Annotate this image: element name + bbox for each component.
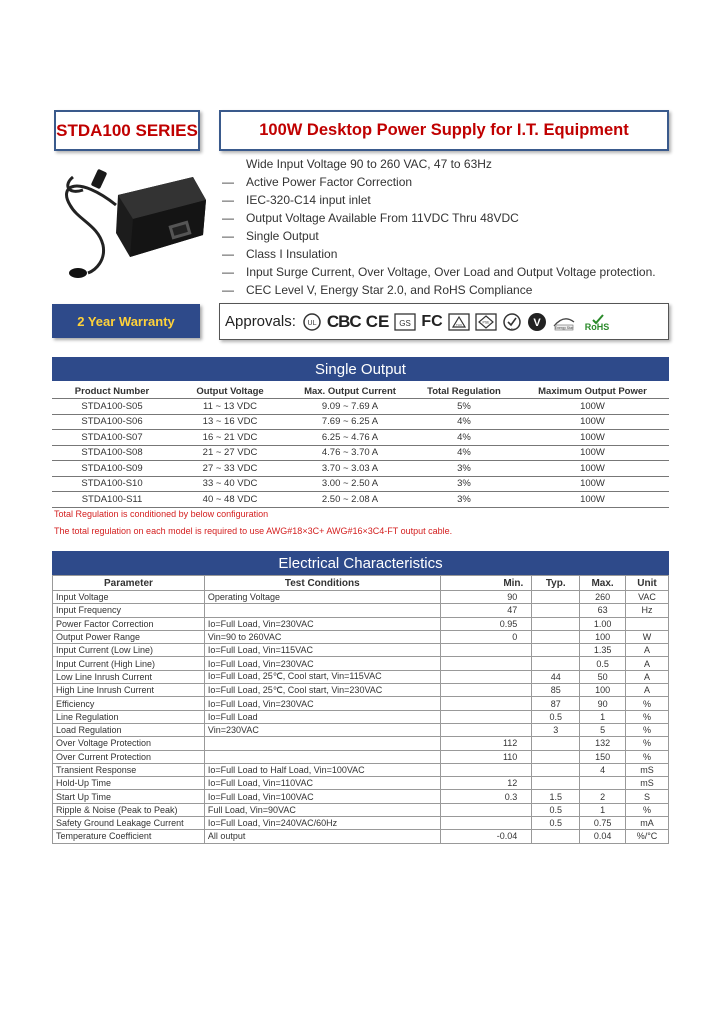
table-cell: 0.04 (580, 830, 626, 843)
product-subtitle (219, 110, 669, 151)
table-cell: 150 (580, 750, 626, 763)
feature-item (222, 191, 656, 209)
table-cell (440, 710, 532, 723)
table-cell (440, 817, 532, 830)
table-cell (532, 657, 580, 670)
table-cell: mA (626, 817, 669, 830)
column-header: Test Conditions (204, 576, 440, 591)
table-cell: 3 (532, 723, 580, 736)
table-cell (532, 750, 580, 763)
table-cell: 0.5 (580, 657, 626, 670)
table-cell (532, 617, 580, 630)
table-cell: Input Frequency (53, 604, 205, 617)
table-cell: 110 (440, 750, 532, 763)
table-cell: 90 (440, 591, 532, 604)
table-cell: STDA100-S05 (81, 400, 143, 412)
table-cell: Vin=230VAC (204, 723, 440, 736)
v-mark-text: V (533, 316, 541, 329)
table-cell (440, 723, 532, 736)
table-cell: STDA100-S06 (81, 416, 143, 428)
table-cell: 0.5 (532, 803, 580, 816)
column-header: Unit (626, 576, 669, 591)
table-cell: % (626, 723, 669, 736)
table-cell (532, 830, 580, 843)
table-cell: Start Up Time (53, 790, 205, 803)
feature-text: CEC Level V, Energy Star 2.0, and RoHS Compliance (246, 283, 533, 297)
table-cell (626, 617, 669, 630)
table-cell: Io=Full Load, Vin=230VAC (204, 697, 440, 710)
table-row (52, 430, 669, 446)
table-cell (440, 684, 532, 697)
table-cell: Io=Full Load, Vin=115VAC (204, 644, 440, 657)
table-cell: Low Line Inrush Current (53, 670, 205, 683)
table-cell: Transient Response (53, 763, 205, 776)
table-cell: 1 (580, 803, 626, 816)
single-output-table (52, 384, 669, 508)
fcc-mark-icon: FC (421, 312, 443, 330)
table-row (53, 817, 669, 830)
cbc-mark-icon: CBC (326, 311, 361, 331)
energy-star-text: Energy Star (554, 325, 573, 330)
table-cell: Hz (626, 604, 669, 617)
rohs-mark-text: RoHS (584, 321, 609, 332)
ul-mark-text: UL (307, 319, 317, 327)
table-cell: Line Regulation (53, 710, 205, 723)
table-row (53, 604, 669, 617)
table-cell: 11 ~ 13 VDC (203, 400, 257, 412)
table-cell: 100W (580, 478, 605, 490)
table-cell (532, 591, 580, 604)
electrical-table (52, 575, 669, 844)
table-cell: 21 ~ 27 VDC (202, 447, 258, 459)
table-cell: Input Current (Low Line) (53, 644, 205, 657)
table-cell: 1.5 (532, 790, 580, 803)
table-header-row (53, 576, 669, 591)
table-row (53, 591, 669, 604)
table-cell (440, 670, 532, 683)
feature-text: Active Power Factor Correction (246, 175, 413, 189)
table-cell: A (626, 644, 669, 657)
table-cell: 4.76 ~ 3.70 A (321, 447, 379, 459)
table-cell: Io=Full Load (204, 710, 440, 723)
table-cell: 5% (457, 400, 471, 412)
table-cell: S (626, 790, 669, 803)
table-cell: 0 (440, 630, 532, 643)
table-cell: Output Power Range (53, 630, 205, 643)
table-cell: 5 (580, 723, 626, 736)
table-cell: 132 (580, 737, 626, 750)
table-cell: 33 ~ 40 VDC (202, 478, 258, 490)
table-cell: 1.35 (580, 644, 626, 657)
table-cell (440, 697, 532, 710)
energy-star-icon (552, 312, 576, 332)
table-cell: mS (626, 777, 669, 790)
column-header: Max. Output Current (304, 385, 396, 397)
table-cell: Io=Full Load, Vin=240VAC/60Hz (204, 817, 440, 830)
table-cell: 1.00 (580, 617, 626, 630)
approvals-box (219, 303, 669, 340)
table-cell (204, 604, 440, 617)
table-row (52, 445, 669, 461)
table-cell: Full Load, Vin=90VAC (204, 803, 440, 816)
table-cell: 13 ~ 16 VDC (202, 416, 258, 428)
feature-item (222, 245, 656, 263)
table-cell: 100 (580, 630, 626, 643)
gs-mark-text: GS (399, 318, 412, 328)
feature-dash: — (222, 247, 234, 261)
table-cell: 4% (457, 447, 471, 459)
feature-item (222, 155, 656, 173)
column-header: Parameter (53, 576, 205, 591)
table-cell: 85 (532, 684, 580, 697)
table-row (52, 414, 669, 430)
table-cell: 47 (440, 604, 532, 617)
table-cell: Over Voltage Protection (53, 737, 205, 750)
table-cell: STDA100-S07 (81, 431, 143, 443)
table-cell: 100W (580, 416, 605, 428)
table-cell (532, 737, 580, 750)
feature-list (222, 155, 656, 299)
table-cell: 3% (457, 478, 471, 490)
table-cell: 40 ~ 48 VDC (202, 493, 258, 505)
single-output-title: Single Output (315, 360, 406, 378)
table-cell: Operating Voltage (204, 591, 440, 604)
feature-item (222, 209, 656, 227)
table-cell: Vin=90 to 260VAC (204, 630, 440, 643)
ctick-mark-text: C-Tick (508, 327, 516, 331)
series-title-text: STDA100 SERIES (56, 120, 198, 140)
table-cell: 12 (440, 777, 532, 790)
table-cell: Io=Full Load, 25℃, Cool start, Vin=115VAC (204, 670, 440, 683)
table-cell: Over Current Protection (53, 750, 205, 763)
feature-item (222, 173, 656, 191)
feature-item (222, 263, 656, 281)
table-cell: High Line Inrush Current (53, 684, 205, 697)
table-cell: %/°C (626, 830, 669, 843)
table-cell: 100 (580, 684, 626, 697)
electrical-title: Electrical Characteristics (278, 554, 443, 572)
table-cell (532, 763, 580, 776)
table-row (53, 723, 669, 736)
table-cell: 100W (580, 462, 605, 474)
column-header: Output Voltage (196, 385, 264, 397)
feature-dash: — (222, 229, 234, 243)
series-title (54, 110, 200, 151)
table-cell: 2 (580, 790, 626, 803)
column-header: Maximum Output Power (538, 385, 647, 397)
table-cell (204, 750, 440, 763)
table-row (53, 737, 669, 750)
feature-text: Class I Insulation (246, 247, 338, 261)
pse-mark-text: PSE (482, 320, 490, 324)
table-row (53, 803, 669, 816)
table-row (53, 644, 669, 657)
ctick-mark-icon (502, 312, 522, 332)
table-cell (440, 763, 532, 776)
feature-dash: — (222, 193, 234, 207)
table-cell: 87 (532, 697, 580, 710)
table-cell: 2.50 ~ 2.08 A (321, 493, 379, 505)
table-header-row (52, 384, 669, 399)
pse-mark-icon (475, 313, 497, 331)
table-row (53, 630, 669, 643)
single-output-header (52, 357, 669, 381)
table-cell: A (626, 657, 669, 670)
table-cell: 0.95 (440, 617, 532, 630)
gs-mark-icon (394, 313, 416, 331)
table-cell: A (626, 670, 669, 683)
table-row (53, 697, 669, 710)
table-row (52, 461, 669, 477)
table-cell: Efficiency (53, 697, 205, 710)
column-header: Min. (440, 576, 532, 591)
table-cell: Io=Full Load, Vin=230VAC (204, 657, 440, 670)
feature-item (222, 281, 656, 299)
table-cell: 16 ~ 21 VDC (202, 431, 258, 443)
column-header: Product Number (74, 385, 150, 397)
table-row (53, 830, 669, 843)
table-row (53, 710, 669, 723)
table-cell: 1 (580, 710, 626, 723)
table-cell (204, 737, 440, 750)
table-cell: W (626, 630, 669, 643)
feature-text: Input Surge Current, Over Voltage, Over Load and Output Voltage protection. (246, 265, 656, 279)
table-cell: STDA100-S10 (81, 478, 143, 490)
table-cell: Power Factor Correction (53, 617, 205, 630)
table-cell (440, 644, 532, 657)
feature-dash: — (222, 211, 234, 225)
table-cell: 50 (580, 670, 626, 683)
table-cell: 112 (440, 737, 532, 750)
table-cell: Io=Full Load, Vin=110VAC (204, 777, 440, 790)
rohs-mark-icon (581, 312, 613, 332)
table-row (53, 777, 669, 790)
table-cell: 100W (580, 400, 605, 412)
table-cell: 4% (457, 431, 471, 443)
table-cell: Temperature Coefficient (53, 830, 205, 843)
table-cell: 0.5 (532, 710, 580, 723)
table-row (52, 476, 669, 492)
table-cell: Io=Full Load, 25℃, Cool start, Vin=230VAC (204, 684, 440, 697)
table-row (53, 657, 669, 670)
table-cell: 100W (580, 493, 605, 505)
table-cell (580, 777, 626, 790)
table-cell: 0.3 (440, 790, 532, 803)
tuv-mark-icon (448, 313, 470, 331)
tuv-mark-text: TUV (455, 322, 462, 327)
feature-text: Output Voltage Available From 11VDC Thru 48VDC (246, 211, 519, 225)
table-row (52, 399, 669, 415)
column-header: Typ. (532, 576, 580, 591)
table-cell: Load Regulation (53, 723, 205, 736)
feature-text: IEC-320-C14 input inlet (246, 193, 371, 207)
table-cell: Io=Full Load, Vin=100VAC (204, 790, 440, 803)
table-cell (440, 803, 532, 816)
table-row (53, 670, 669, 683)
table-cell: Safety Ground Leakage Current (53, 817, 205, 830)
table-row (53, 684, 669, 697)
table-cell: 3.00 ~ 2.50 A (321, 478, 379, 490)
table-cell: 4 (580, 763, 626, 776)
ul-mark-icon (302, 312, 322, 332)
approval-marks (302, 312, 613, 332)
feature-text: Single Output (246, 229, 319, 243)
table-row (53, 617, 669, 630)
table-cell: STDA100-S11 (81, 493, 143, 505)
table-cell: STDA100-S09 (81, 462, 143, 474)
table-cell (532, 777, 580, 790)
table-cell: A (626, 684, 669, 697)
v-mark-icon (527, 312, 547, 332)
table-cell: 260 (580, 591, 626, 604)
column-header: Max. (580, 576, 626, 591)
table-cell: 9.09 ~ 7.69 A (321, 400, 379, 412)
warranty-text: 2 Year Warranty (77, 313, 175, 329)
table-row (53, 763, 669, 776)
approvals-label: Approvals: (225, 313, 296, 330)
table-cell: Input Current (High Line) (53, 657, 205, 670)
table-cell: 7.69 ~ 6.25 A (321, 416, 379, 428)
table-cell: 44 (532, 670, 580, 683)
table-cell: 100W (580, 447, 605, 459)
table-cell: Ripple & Noise (Peak to Peak) (53, 803, 205, 816)
table-cell: -0.04 (440, 830, 532, 843)
table-cell: mS (626, 763, 669, 776)
table-row (52, 492, 669, 508)
table-cell: 4% (457, 416, 471, 428)
product-subtitle-text: 100W Desktop Power Supply for I.T. Equipment (259, 121, 629, 139)
cable-note: The total regulation on each model is required to use AWG#18×3C+ AWG#16×3C4-FT output cable. (54, 526, 453, 536)
table-cell: 90 (580, 697, 626, 710)
table-cell: % (626, 803, 669, 816)
table-cell: 0.75 (580, 817, 626, 830)
feature-text: Wide Input Voltage 90 to 260 VAC, 47 to 63Hz (246, 157, 492, 171)
table-cell: Input Voltage (53, 591, 205, 604)
table-cell: 63 (580, 604, 626, 617)
column-header: Total Regulation (427, 385, 501, 397)
table-row (53, 750, 669, 763)
table-cell: % (626, 737, 669, 750)
table-cell (532, 604, 580, 617)
table-cell: Io=Full Load to Half Load, Vin=100VAC (204, 763, 440, 776)
feature-item (222, 227, 656, 245)
table-cell: Io=Full Load, Vin=230VAC (204, 617, 440, 630)
table-cell: % (626, 710, 669, 723)
table-cell: All output (204, 830, 440, 843)
table-cell: Hold-Up Time (53, 777, 205, 790)
table-cell (532, 630, 580, 643)
regulation-note: Total Regulation is conditioned by below configuration (54, 509, 269, 519)
table-cell: 6.25 ~ 4.76 A (321, 431, 379, 443)
feature-dash: — (222, 283, 234, 297)
table-cell: 27 ~ 33 VDC (202, 462, 258, 474)
product-image (58, 165, 208, 280)
table-cell (440, 657, 532, 670)
electrical-header (52, 551, 669, 575)
ce-mark-icon: CE (365, 311, 390, 331)
feature-dash: — (222, 265, 234, 279)
table-cell: 3% (457, 493, 471, 505)
warranty-badge (52, 304, 200, 338)
table-cell: STDA100-S08 (81, 447, 143, 459)
table-cell: 100W (580, 431, 605, 443)
table-cell: % (626, 697, 669, 710)
feature-dash: — (222, 175, 234, 189)
table-cell: VAC (626, 591, 669, 604)
table-cell: 3% (457, 462, 471, 474)
table-row (53, 790, 669, 803)
table-cell: 0.5 (532, 817, 580, 830)
table-cell: % (626, 750, 669, 763)
table-cell: 3.70 ~ 3.03 A (321, 462, 379, 474)
table-cell (532, 644, 580, 657)
